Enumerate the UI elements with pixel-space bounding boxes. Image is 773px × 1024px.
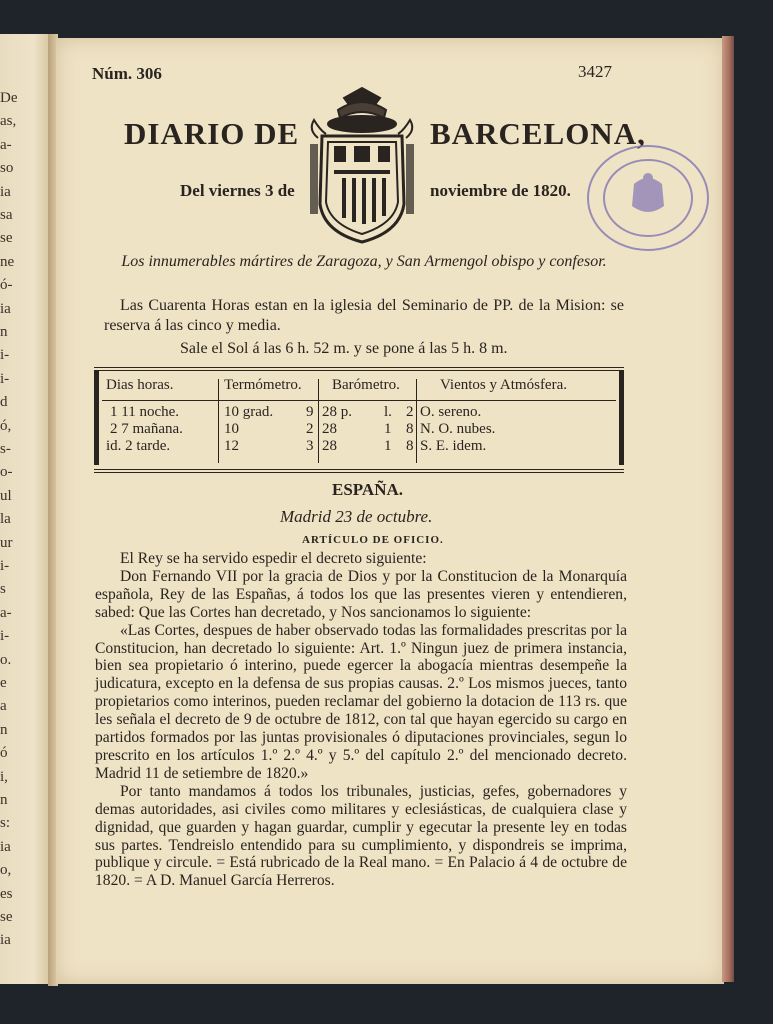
facing-page-fragment: se [0,230,13,247]
cell-baro2: l. [384,404,392,420]
paragraph: El Rey se ha servido espedir el decreto siguiente: [120,550,427,567]
weather-table [94,367,624,473]
cell-baro2: 1 [384,438,392,454]
cell-dia: 1 11 noche. [110,404,180,420]
cell-termo2: 9 [306,404,314,420]
cell-termo: 10 grad. [224,404,274,420]
cell-baro2: 1 [384,421,392,437]
column-divider [318,379,319,463]
table-border-right [619,371,624,465]
masthead-title-right: BARCELONA, [430,116,646,151]
table-header-rule [102,400,616,401]
facing-page-fragment: es [0,885,13,902]
facing-page-fragment: i, [0,768,8,785]
facing-page-fragment: so [0,160,14,177]
facing-page-fragment: se [0,909,13,925]
cell-baro: 28 [322,438,337,454]
facing-page-fragment: ó, [0,417,12,434]
facing-page-fragment: ia [0,300,11,317]
facing-page-fragment: sa [0,207,13,223]
cell-baro: 28 [322,421,337,437]
facing-page-fragment: as, [0,113,17,130]
facing-page-fragment: a- [0,604,12,621]
cell-baro3: 8 [406,421,414,437]
library-stamp-icon [584,142,712,254]
cell-viento: N. O. nubes. [420,421,496,437]
facing-page-fragment: n [0,324,8,340]
facing-page-fragment: ia [0,932,11,949]
masthead-title-left: DIARIO DE [124,116,300,151]
paragraph: Por tanto mandamos á todos los tribunales, justicias, gefes, gobernadores y demas autoridades, asi civiles como militares y eclesiásticas, de cualquiera clase y dignidad, que guarden y hagan guardar, cumplir y egecutar la presente ley en todas sus partes. Tendreislo entendido para su cumplimiento, y dispondreis se imprima, publique y circule. = Está rubricado de la Real mano. = En Palacio á 4 de octubre de 1820. = A D. Manuel García Herreros. [95,782,627,890]
coat-of-arms-icon [304,84,420,248]
facing-page-fragment: s [0,581,6,598]
facing-page-fragment: ó- [0,277,13,294]
facing-page-fragment: o. [0,651,12,668]
facing-page-fragment: i- [0,347,10,364]
facing-page-fragment: n [0,792,8,808]
facing-page-fragment: ul [0,487,12,504]
sunrise-sunset: Sale el Sol á las 6 h. 52 m. y se pone á las 5 h. 8 m. [180,340,508,357]
facing-page-fragment: i- [0,558,10,574]
facing-page-fragment: s: [0,815,11,832]
article-dateline: Madrid 23 de octubre. [280,507,433,526]
facing-page-fragment: la [0,511,11,528]
facing-page-fragment: e [0,675,7,691]
paragraph: «Las Cortes, despues de haber observado todas las formalidades prescritas por la Constitucion, han decretado lo siguiente: Art. 1.º Ningun juez de primera instancia, bien sea propietario ó interino, puede egercer la abogacía mientras desempeñe la judicatura, excepto en la defensa de sus propias causas. 2.º Los mismos jueces, tanto propietarios como interinos, pueden reclamar del gobierno la dotacion de 113 rs. que les señala el decreto de 9 de octubre de 1812, con tal que hayan egercido su cargo en partidos formados por las juntas provisionales ó diputaciones provinciales, segun lo prescrito en los artículos 1.º 2.º 4.º y 5.º del capítulo 2.º del mencionado decreto. Madrid 11 de setiembre de 1820.» [95,621,627,782]
facing-page-fragment: ne [0,253,15,270]
facing-page-fragment: ia [0,838,11,855]
cell-dia: id. 2 tarde. [106,438,171,454]
cell-termo: 12 [224,438,239,454]
header-termometro: Termómetro. [224,377,302,393]
cell-termo: 10 [224,421,239,437]
cell-viento: S. E. idem. [420,438,487,454]
cell-viento: O. sereno. [420,404,482,420]
section-heading: ESPAÑA. [332,480,403,499]
facing-page-fragment: a- [0,136,12,153]
facing-page-fragment: De [0,90,18,106]
page-folio: 3427 [578,62,612,81]
header-vientos: Vientos y Atmósfera. [440,377,567,393]
header-barometro: Barómetro. [332,377,400,393]
paragraph: Don Fernando VII por la gracia de Dios y por la Constitucion de la Monarquía española, Rey de las Españas, á todos los que las presentes vieren y entendieren, sabed: Que las Cortes han decretado, y Nos sancionamos lo siguiente: [95,567,627,621]
facing-page-fragment: o, [0,862,12,879]
cell-baro3: 8 [406,438,414,454]
facing-page-fragment: i- [0,628,10,645]
header-dias: Dias horas. [106,377,174,393]
article-heading: ARTÍCULO DE OFICIO. [302,534,444,546]
column-divider [416,379,417,463]
issue-date-right: noviembre de 1820. [430,181,571,200]
page-edge [722,36,734,982]
article-body [95,550,627,890]
facing-page-fragment: d [0,394,8,411]
cell-baro3: 2 [406,404,414,420]
facing-page-fragment: ó [0,745,8,762]
cell-termo2: 3 [306,438,314,454]
facing-page-fragment: ia [0,183,11,200]
column-divider [218,379,219,463]
table-border-left [94,371,99,465]
cell-dia: 2 7 mañana. [110,421,183,437]
cell-termo2: 2 [306,421,314,437]
issue-date-left: Del viernes 3 de [180,181,295,200]
facing-page-fragment: i- [0,370,10,387]
cell-baro: 28 p. [322,404,352,420]
issue-number: Núm. 306 [92,64,162,83]
saints-of-the-day: Los innumerables mártires de Zaragoza, y San Armengol obispo y confesor. [121,253,607,270]
facing-page-fragment: s- [0,441,11,457]
facing-page-fragment: a [0,698,7,715]
facing-page-fragment: n [0,721,8,738]
facing-page-fragment: ur [0,534,13,551]
facing-page-edge [0,34,50,984]
facing-page-fragment: o- [0,464,13,481]
cuarenta-horas-notice: Las Cuarenta Horas estan en la iglesia del Seminario de PP. de la Mision: se reserva á las cinco y media. [104,297,624,334]
